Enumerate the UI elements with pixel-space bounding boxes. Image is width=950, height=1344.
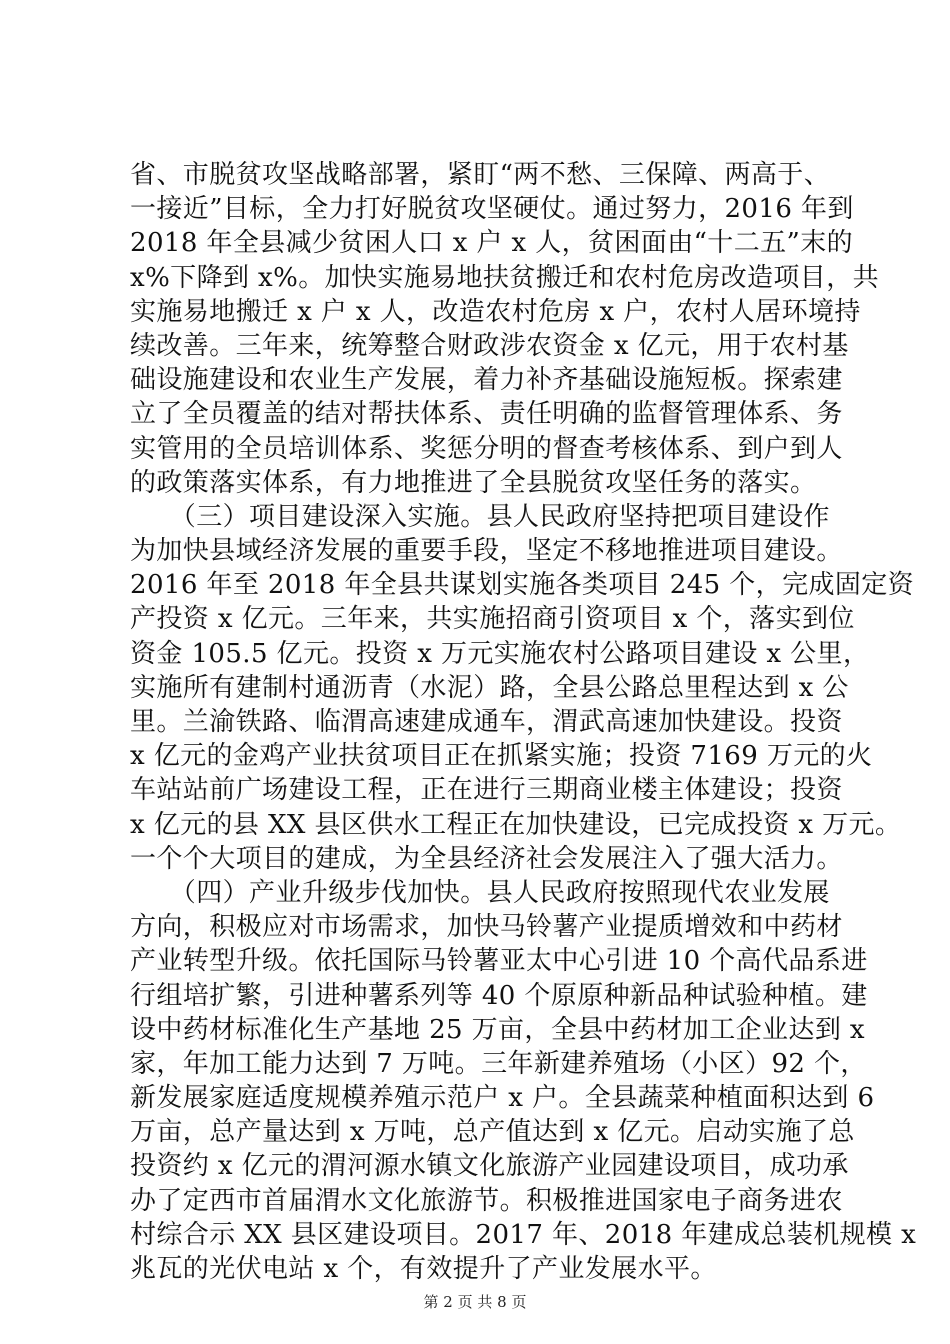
text-line: （三）项目建设深入实施。县人民政府坚持把项目建设作 [130,501,830,532]
text-line: x 亿元的金鸡产业扶贫项目正在抓紧实施；投资 7169 万元的火 [130,741,873,772]
text-line: x 亿元的县 XX 县区供水工程正在加快建设，已完成投资 x 万元。 [130,809,902,840]
text-line: 方向，积极应对市场需求，加快马铃薯产业提质增效和中药材 [130,912,843,943]
text-line: 设中药材标准化生产基地 25 万亩，全县中药材加工企业达到 x [130,1014,865,1045]
text-line: 兆瓦的光伏电站 x 个，有效提升了产业发展水平。 [130,1254,717,1284]
text-line: 产业转型升级。依托国际马铃薯亚太中心引进 10 个高代品系进 [130,946,868,977]
page-number: 第 2 页 共 8 页 [423,1293,527,1311]
text-line: 资金 105.5 亿元。投资 x 万元实施农村公路项目建设 x 公里， [130,638,870,669]
text-line: 续改善。三年来，统筹整合财政涉农资金 x 亿元，用于农村基 [130,330,849,361]
text-line: 车站站前广场建设工程，正在进行三期商业楼主体建设；投资 [130,775,843,806]
text-line: 万亩，总产量达到 x 万吨，总产值达到 x 亿元。启动实施了总 [130,1117,855,1148]
text-line: 村综合示 XX 县区建设项目。2017 年、2018 年建成总装机规模 x [130,1219,917,1250]
text-line: 为加快县域经济发展的重要手段，坚定不移地推进项目建设。 [130,536,843,567]
text-line: 一个个大项目的建成，为全县经济社会发展注入了强大活力。 [130,843,843,874]
text-line: 产投资 x 亿元。三年来，共实施招商引资项目 x 个，落实到位 [130,604,855,635]
text-line: 一接近”目标，全力打好脱贫攻坚硬仗。通过努力，2016 年到 [130,194,854,225]
text-line: 实管用的全员培训体系、奖惩分明的督查考核体系、到户到人 [130,433,843,464]
text-line: 里。兰渝铁路、临渭高速建成通车，渭武高速加快建设。投资 [130,707,843,737]
text-line: 办了定西市首届渭水文化旅游节。积极推进国家电子商务进农 [130,1185,843,1216]
text-line: 投资约 x 亿元的渭河源水镇文化旅游产业园建设项目，成功承 [130,1151,849,1182]
text-line: 立了全员覆盖的结对帮扶体系、责任明确的监督管理体系、务 [130,399,843,430]
text-line: 实施易地搬迁 x 户 x 人，改造农村危房 x 户，农村人居环境持 [130,296,861,327]
text-line: （四）产业升级步伐加快。县人民政府按照现代农业发展 [130,877,830,908]
text-line: 2016 年至 2018 年全县共谋划实施各类项目 245 个，完成固定资 [130,570,915,601]
text-line: 实施所有建制村通沥青（水泥）路，全县公路总里程达到 x 公 [130,672,849,703]
body-text [130,158,917,1286]
text-line: x%下降到 x%。加快实施易地扶贫搬迁和农村危房改造项目，共 [130,262,880,293]
text-line: 新发展家庭适度规模养殖示范户 x 户。全县蔬菜种植面积达到 6 [130,1083,875,1114]
text-line: 省、市脱贫攻坚战略部署，紧盯“两不愁、三保障、两高于、 [130,160,831,190]
text-line: 行组培扩繁，引进种薯系列等 40 个原原种新品种试验种植。建 [130,980,868,1011]
text-line: 础设施建设和农业生产发展，着力补齐基础设施短板。探索建 [130,365,843,396]
page-footer [0,1292,950,1312]
text-line: 2018 年全县减少贫困人口 x 户 x 人，贫困面由“十二五”末的 [130,228,854,259]
text-line: 家，年加工能力达到 7 万吨。三年新建养殖场（小区）92 个， [130,1048,867,1079]
text-line: 的政策落实体系，有力地推进了全县脱贫攻坚任务的落实。 [130,467,817,498]
